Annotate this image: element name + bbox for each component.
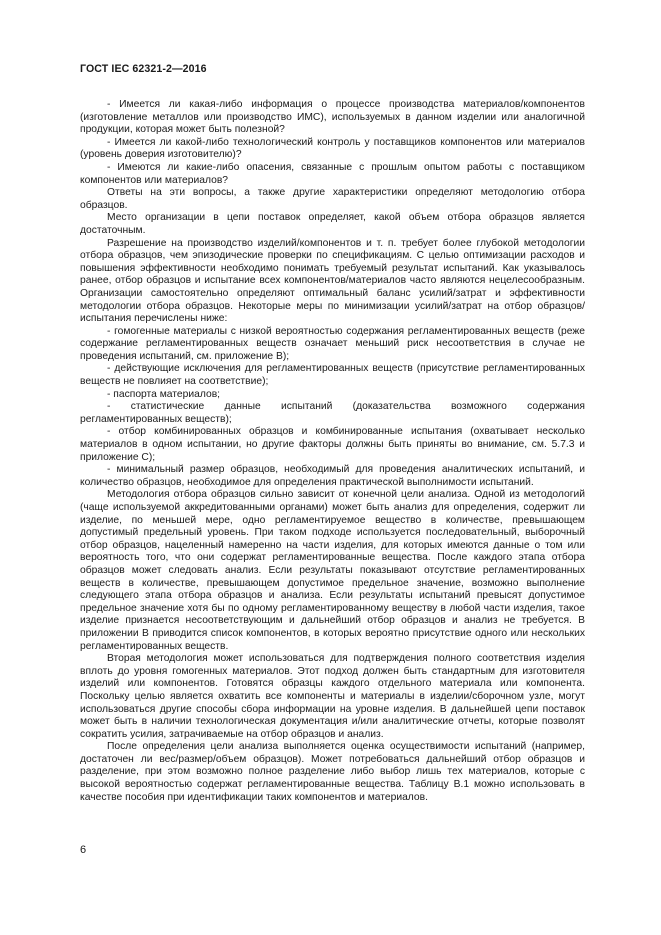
paragraph: После определения цели анализа выполняется оценка осуществимости испытаний (например, достаточен ли вес/размер/объем образцов). Может потребоваться дальнейший отбор образцов и разделение, при этом возможно полное разделение либо выбор лишь тех материалов, которые с высокой вероятностью содержат регламентированные вещества. Таблицу В.1 можно использовать в качестве пособия при идентификации таких компонентов и материалов.	[80, 741, 585, 803]
list-item: - гомогенные материалы с низкой вероятностью содержания регламентированных веществ (реже содержание регламентированных веществ означает меньший риск несоответствия в случае не проведения испытаний, см. приложение В);	[80, 325, 585, 362]
list-item: - минимальный размер образцов, необходимый для проведения аналитических испытаний, и количество образцов, необходимое для определения практической выполнимости испытаний.	[80, 464, 585, 488]
body-text	[80, 99, 585, 804]
standard-designation: ГОСТ IEC 62321-2—2016	[80, 63, 207, 75]
page-number: 6	[80, 844, 87, 856]
paragraph: Место организации в цепи поставок определяет, какой объем отбора образцов является достаточным.	[80, 212, 585, 236]
list-item: - статистические данные испытаний (доказательства возможного содержания регламентированных веществ);	[80, 401, 585, 425]
list-item: - Имеется ли какой-либо технологический контроль у поставщиков компонентов или материалов (уровень доверия изготовителю)?	[80, 136, 585, 161]
list-item: - Имеются ли какие-либо опасения, связанные с прошлым опытом работы с поставщиком компонентов или материалов?	[80, 161, 585, 186]
paragraph: Разрешение на производство изделий/компонентов и т. п. требует более глубокой методологии отбора образцов, чем эпизодические проверки по спецификациям. С целью оптимизации расходов и повышения эффективности необходимо понимать требуемый результат испытаний. Как указывалось ранее, отбор образцов и испытание всех компонентов/материалов часто являются нецелесообразным. Организации самостоятельно определяют оптимальный баланс усилий/затрат и эффективности методологии отбора образцов. Некоторые меры по минимизации усилий/затрат на отбор образцов/испытания перечислены ниже:	[80, 237, 585, 325]
list-item: - отбор комбинированных образцов и комбинированные испытания (охватывает несколько материалов в одном испытании, но другие факторы должны быть приняты во внимание, см. 5.7.3 и приложение С);	[80, 426, 585, 463]
paragraph: Вторая методология может использоваться для подтверждения полного соответствия изделия вплоть до уровня гомогенных материалов. Этот подход должен быть стандартным для изготовителя изделий или компонентов. Готовятся образцы каждого отдельного материала или компонента. Поскольку целью является охватить все компоненты и материалы в изделии/сборочном узле, могут использоваться другие способы сбора информации на уровне изделия. В дальнейшей цепи поставок может быть в наличии технологическая документация и/или аналитические отчеты, которые позволят сократить усилия, затрачиваемые на отбор образцов и анализ.	[80, 653, 585, 740]
list-item: - действующие исключения для регламентированных веществ (присутствие регламентированных веществ не повлияет на соответствие);	[80, 363, 585, 388]
paragraph: Ответы на эти вопросы, а также другие характеристики определяют методологию отбора образцов.	[80, 187, 585, 211]
list-item: - паспорта материалов;	[107, 388, 221, 400]
list-item: - Имеется ли какая-либо информация о процессе производства материалов/компонентов (изготовление металлов или производство ИМС), используемых в данном изделии или аналогичной продукции, которая может быть полезной?	[80, 99, 585, 136]
paragraph: Методология отбора образцов сильно зависит от конечной цели анализа. Одной из методологий (чаще используемой аккредитованными органами) может быть анализ для определения, содержит ли изделие, по меньшей мере, одно регламентируемое вещество в количестве, превышающем допустимый предельный уровень. При таком подходе используется последовательный, выборочный отбор образцов, нацеленный намеренно на части изделия, для которых имеются данные о том или вероятность того, что они содержат регламентированные вещества. После каждого этапа отбора образцов может следовать анализ. Если результаты показывают отсутствие регламентированных веществ в количестве, превышающем допустимое предельное значение, возможно выполнение следующего этапа отбора образцов и анализа. Если результаты испытаний превысят допустимое предельное значение хотя бы по одному регламентированному веществу в любой части изделия, такое изделие признается несоответствующим и дальнейший отбор образцов и анализ не требуется. В приложении В приводится список компонентов, в которых вероятно присутствие одного или нескольких регламентированных веществ.	[80, 489, 585, 652]
